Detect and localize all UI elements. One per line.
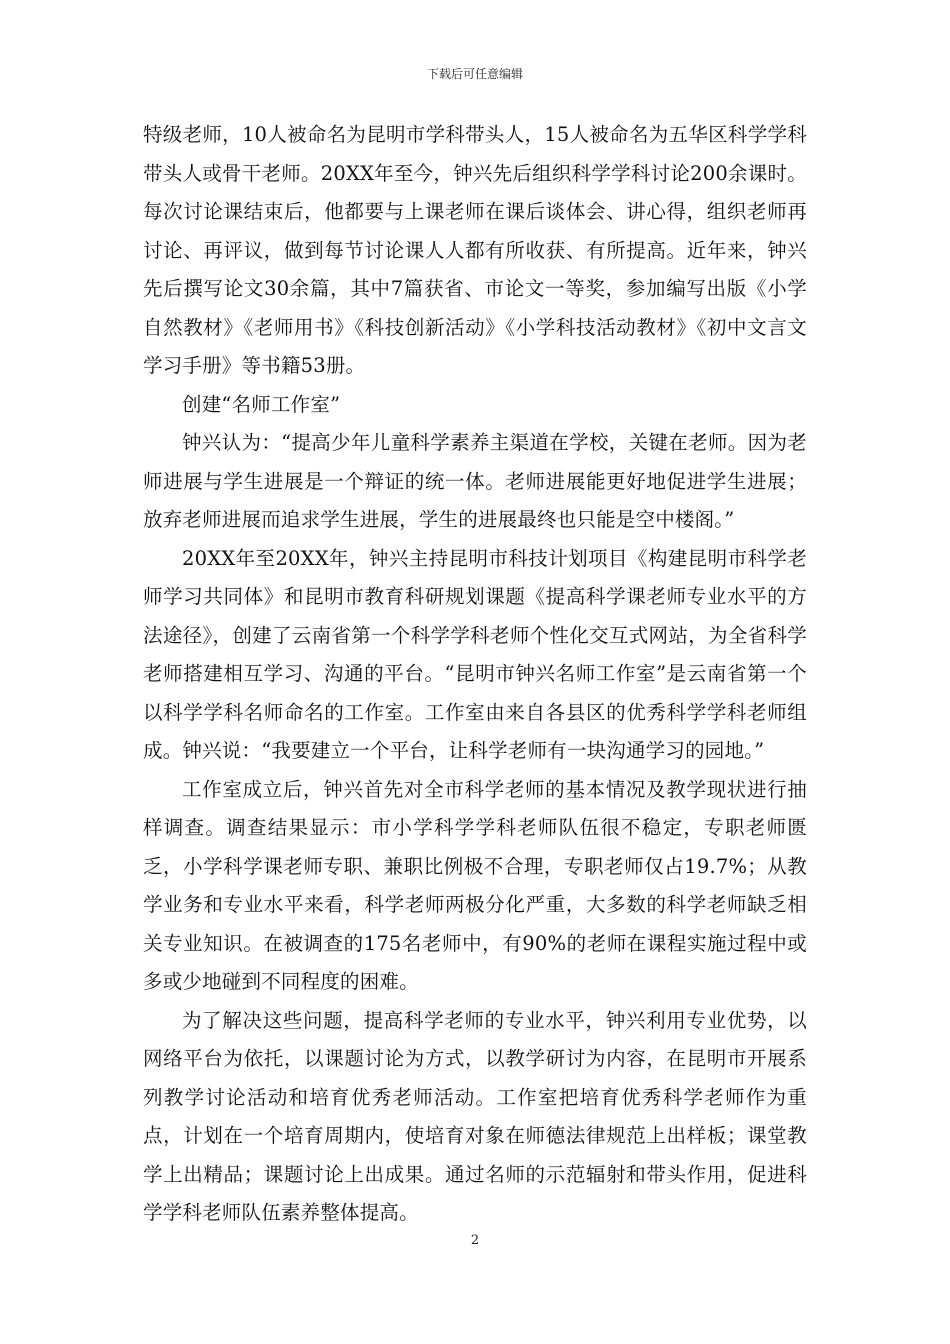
paragraph-projects: 20XX年至20XX年，钟兴主持昆明市科技计划项目《构建昆明市科学老师学习共同体》和昆明市教育科研规划课题《提高科学课老师专业水平的方法途径》，创建了云南省第一个科学学科老师个性化交互式网站，为全省科学老师搭建相互学习、沟通的平台。“昆明市钟兴名师工作室”是云南省第一个以科学学科名师命名的工作室。工作室由来自各县区的优秀科学学科老师组成。钟兴说：“我要建立一个平台，让科学老师有一块沟通学习的园地。” xyxy=(143,546,807,762)
paragraph-continued: 特级老师，10人被命名为昆明市学科带头人，15人被命名为五华区科学学科带头人或骨干老师。20XX年至今，钟兴先后组织科学学科讨论200余课时。每次讨论课结束后，他都要与上课老师在课后谈体会、讲心得，组织老师再讨论、再评议，做到每节讨论课人人都有所收获、有所提高。近年来，钟兴先后撰写论文30余篇，其中7篇获省、市论文一等奖，参加编写出版《小学自然教材》《老师用书》《科技创新活动》《小学科技活动教材》《初中文言文学习手册》等书籍53册。 xyxy=(143,123,807,377)
paragraph-survey: 工作室成立后，钟兴首先对全市科学老师的基本情况及教学现状进行抽样调查。调查结果显示：市小学科学学科老师队伍很不稳定，专职老师匮乏，小学科学课老师专职、兼职比例极不合理，专职老师仅占19.7%；从教学业务和专业水平来看，科学老师两极分化严重，大多数的科学老师缺乏相关专业知识。在被调查的175名老师中，有90%的老师在课程实施过程中或多或少地碰到不同程度的困难。 xyxy=(143,777,807,993)
section-heading: 创建“名师工作室” xyxy=(182,392,341,416)
document-body xyxy=(143,116,807,1233)
page-number: 2 xyxy=(470,1233,480,1248)
paragraph-quote: 钟兴认为：“提高少年儿童科学素养主渠道在学校，关键在老师。因为老师进展与学生进展是一个辩证的统一体。老师进展能更好地促进学生进展；放弃老师进展而追求学生进展，学生的进展最终也只能是空中楼阁。” xyxy=(143,431,807,531)
paragraph-solution: 为了解决这些问题，提高科学老师的专业水平，钟兴利用专业优势，以网络平台为依托，以课题讨论为方式，以教学研讨为内容，在昆明市开展系列教学讨论活动和培育优秀老师活动。工作室把培育优秀科学老师作为重点，计划在一个培育周期内，使培育对象在师德法律规范上出样板；课堂教学上出精品；课题讨论上出成果。通过名师的示范辐射和带头作用，促进科学学科老师队伍素养整体提高。 xyxy=(143,1008,807,1224)
page-header-note: 下载后可任意编辑 xyxy=(426,67,523,81)
